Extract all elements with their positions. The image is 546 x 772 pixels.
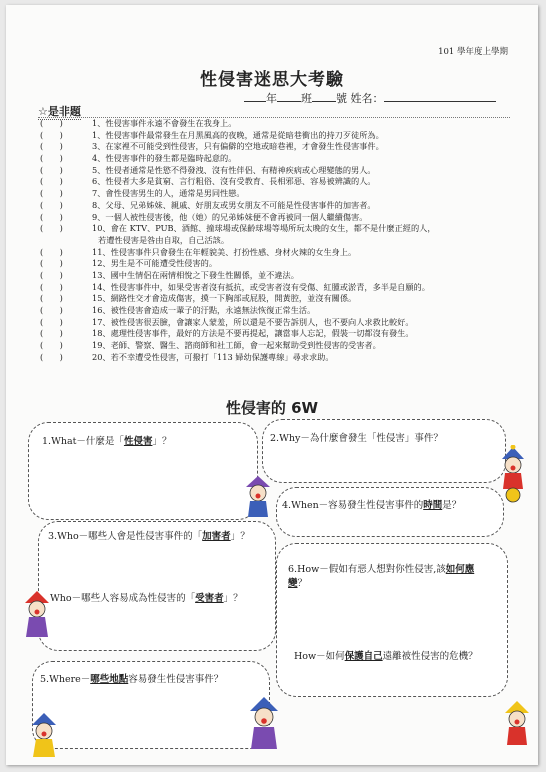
- answer-blank[interactable]: ( ): [40, 211, 63, 222]
- question-item: [40, 200, 520, 212]
- answer-blank[interactable]: ( ): [40, 223, 63, 234]
- name-label: 姓名：: [350, 92, 384, 105]
- answer-blank[interactable]: ( ): [40, 199, 63, 210]
- question-text: 14、性侵害事件中，如果受害者沒有抵抗，或受害者沒有受傷、紅腫或淤青，多半是自願的。: [92, 281, 430, 292]
- question-text: 18、處理性侵害事件，最好的方法是不要再提起，讓當事人忘記，假裝一切都沒有發生。: [92, 328, 414, 339]
- how-response-question-cont: 變？: [288, 578, 308, 589]
- question-item: [40, 176, 520, 188]
- answer-blank[interactable]: ( ): [40, 316, 63, 327]
- question-item: [40, 188, 520, 200]
- answer-blank[interactable]: ( ): [40, 118, 63, 128]
- protect-keyword: 保護自己: [344, 651, 383, 662]
- question-item: [40, 130, 520, 142]
- answer-blank[interactable]: ( ): [40, 281, 63, 292]
- six-w-title: 性侵害的 6W: [225, 399, 319, 417]
- question-item: [40, 165, 520, 177]
- question-text: 4、性侵害事件的發生都是臨時起意的。: [92, 153, 237, 164]
- question-item: [40, 305, 520, 317]
- question-text: 6、性侵者大多是貧窮、言行粗俗、沒有受教育、長相邪惡、容易被辨識的人。: [92, 176, 376, 187]
- question-text: 7、會性侵害男生的人，通常是男同性戀。: [92, 188, 245, 199]
- question-text: 1、性侵害事件永遠不會發生在我身上。: [92, 118, 237, 128]
- question-item: [40, 282, 520, 294]
- question-text: 19、老師、警察、醫生、諮商師和社工師，會一起來幫助受到性侵害的受害者。: [92, 340, 381, 351]
- how-response-question: 6.How－假如有惡人想對你性侵害,該如何應: [288, 564, 475, 575]
- answer-blank[interactable]: ( ): [40, 258, 63, 269]
- where-question: 5.Where－哪些地點容易發生性侵害事件？: [40, 674, 224, 685]
- question-item: [40, 223, 520, 235]
- answer-blank[interactable]: ( ): [40, 141, 63, 152]
- question-text: 17、被性侵害很丟臉，會讓家人蒙羞，所以還是不要告訴別人，也不要向人求救比較好。: [92, 316, 414, 327]
- answer-blank[interactable]: ( ): [40, 176, 63, 187]
- class-label: 班: [301, 92, 312, 105]
- answer-blank[interactable]: ( ): [40, 293, 63, 304]
- question-text: 10、會在 KTV、PUB、酒館、撞球場或保齡球場等場所玩太晚的女生，都不是什麼正經的人，: [92, 223, 436, 234]
- grade-label: 年: [266, 92, 277, 105]
- student-info-line: [244, 90, 496, 106]
- question-text: 20、若不幸遭受性侵害，可撥打「113 婦幼保護專線」尋求求助。: [92, 351, 334, 362]
- answer-blank[interactable]: ( ): [40, 129, 63, 140]
- offender-keyword: 加害者: [202, 531, 231, 542]
- jester-mascot-icon: [496, 445, 530, 503]
- jester-mascot-icon: [242, 475, 274, 519]
- who-offender-question: 3.Who－哪些人會是性侵害事件的「加害者」？: [48, 531, 250, 542]
- jester-mascot-icon: [244, 695, 284, 755]
- question-item: [40, 141, 520, 153]
- question-item: [40, 258, 520, 270]
- answer-blank[interactable]: ( ): [40, 340, 63, 351]
- question-item: [40, 235, 520, 247]
- question-text: 13、國中生情侶在兩情相悅之下發生性關係，並不違法。: [92, 269, 299, 280]
- where-keyword: 哪些地點: [90, 674, 129, 685]
- answer-blank[interactable]: ( ): [40, 328, 63, 339]
- question-item: [40, 352, 520, 364]
- question-item: [40, 293, 520, 305]
- name-blank[interactable]: [384, 91, 496, 102]
- question-item: [40, 340, 520, 352]
- question-item: [40, 317, 520, 329]
- question-item: [40, 118, 520, 130]
- jester-mascot-icon: [500, 699, 534, 749]
- number-label: 號: [336, 92, 347, 105]
- how-protect-question: How－如何保護自己遠離被性侵害的危機？: [294, 651, 478, 662]
- question-item: [40, 212, 520, 224]
- answer-blank[interactable]: ( ): [40, 305, 63, 315]
- when-keyword: 時間: [423, 500, 443, 511]
- answer-blank[interactable]: ( ): [40, 188, 63, 199]
- class-blank[interactable]: [277, 91, 301, 102]
- what-keyword: 性侵害: [123, 436, 153, 447]
- question-item: [40, 247, 520, 259]
- question-text: 16、被性侵害會造成一輩子的汙點，永遠無法恢復正常生活。: [92, 305, 316, 315]
- answer-blank[interactable]: ( ): [40, 351, 63, 362]
- true-false-heading: ☆是非題: [38, 105, 81, 118]
- answer-blank[interactable]: ( ): [40, 164, 63, 175]
- victim-keyword: 受害者: [195, 593, 224, 604]
- question-text: 9、一個人被性侵害後，他（她）的兄弟姊妹便不會再被同一個人繼續傷害。: [92, 211, 368, 222]
- what-question: 1.What－什麼是「性侵害」？: [42, 436, 172, 447]
- answer-blank[interactable]: ( ): [40, 246, 63, 257]
- jester-mascot-icon: [26, 711, 62, 759]
- question-text: 15、網路性交才會造成傷害，摸一下胸部或屁股，開黃腔，並沒有關係。: [92, 293, 357, 304]
- school-year-label: 101 學年度上學期: [438, 47, 508, 57]
- jester-mascot-icon: [20, 589, 54, 645]
- number-blank[interactable]: [312, 91, 336, 102]
- question-item: [40, 270, 520, 282]
- question-text: 3、在家裡不可能受到性侵害，只有偏僻的空地或暗巷裡，才會發生性侵害事件。: [92, 141, 384, 152]
- why-question: 2.Why－為什麼會發生「性侵害」事件？: [270, 433, 443, 444]
- question-text: 1、性侵害事件最常發生在月黑風高的夜晚，通常是從暗巷衝出的持刀歹徒所為。: [92, 129, 384, 140]
- true-false-list: [40, 118, 520, 363]
- question-item: [40, 328, 520, 340]
- grade-blank[interactable]: [244, 91, 266, 102]
- question-text: 5、性侵者通常是性慾不得發洩、沒有性伴侶、有精神疾病或心理變態的男人。: [92, 164, 376, 175]
- why-box[interactable]: [262, 419, 506, 483]
- question-text: 8、父母、兄弟姊妹、親戚、好朋友或男女朋友不可能是性侵害事件的加害者。: [92, 199, 376, 210]
- question-item: [40, 153, 520, 165]
- question-text: 12、男生是不可能遭受性侵害的。: [92, 258, 218, 269]
- when-question: 4.When－容易發生性侵害事件的時間是？: [282, 500, 462, 511]
- question-text: 11、性侵害事件只會發生在年輕貌美、打扮性感、身材火辣的女生身上。: [92, 246, 357, 257]
- page-title: 性侵害迷思大考驗: [200, 70, 344, 90]
- when-box[interactable]: [276, 487, 504, 537]
- who-victim-question: Who－哪些人容易成為性侵害的「受害者」？: [50, 593, 243, 604]
- answer-blank[interactable]: ( ): [40, 153, 63, 164]
- how-keyword: 如何應: [445, 564, 475, 575]
- worksheet-page: [6, 5, 538, 765]
- question-text: 若遭性侵害是咎由自取，自己活該。: [98, 234, 230, 245]
- answer-blank[interactable]: ( ): [40, 269, 63, 280]
